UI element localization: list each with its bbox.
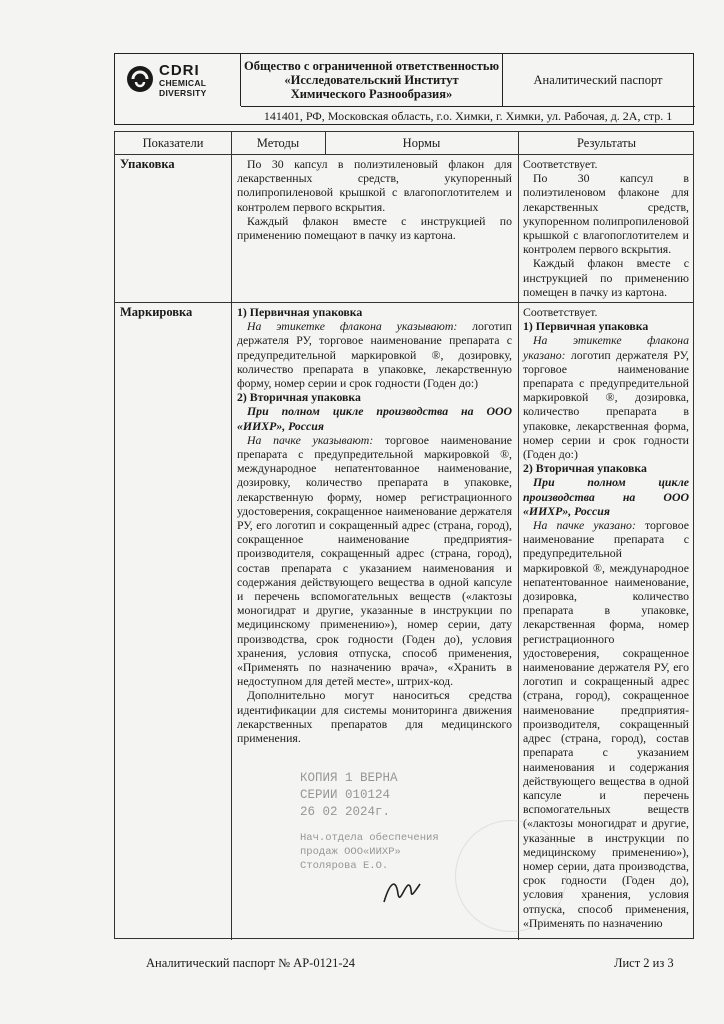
org-line3: Химического Разнообразия» — [290, 87, 453, 101]
packaging-norm — [237, 157, 512, 242]
stamp-line2: СЕРИИ 010124 — [300, 788, 391, 802]
packaging-norm-p1: По 30 капсул в полиэтиленовый флакон для лекарственных средств, укупоренный полипропиленовой крышкой с влагопоглотителем и контролем первого вскрытия. — [237, 157, 512, 214]
packaging-result-p1: По 30 капсул в полиэтиленовом флаконе для лекарственных средств, укупоренном полипропиленовой крышкой с влагопоглотителем и контролем первого вскрытия. — [523, 171, 689, 257]
marking-norm-p3: Дополнительно могут наноситься средства идентификации для системы мониторинга движения лекарственных препаратов для медицинского применения. — [237, 688, 512, 746]
marking-result-p1: логотип держателя РУ, торговое наименование препарата с предупредительной маркировкой ®, дозировка, количество препарата в упаковке, лекарственная форма, номер серии и срок годности (Годен до:) — [523, 347, 689, 462]
footer-page-number: Лист 2 из 3 — [614, 956, 674, 970]
signature-icon — [380, 872, 424, 912]
marking-norm-p2-lead: На пачке указывают: — [247, 432, 374, 447]
marking-result-h1: 1) Первичная упаковка — [523, 319, 649, 334]
stamp-line5: продаж ООО«ИИХР» — [300, 846, 401, 858]
company-address: 141401, РФ, Московская область, г.о. Химки, г. Химки, ул. Рабочая, д. 2А, стр. 1 — [241, 106, 695, 125]
seal-stamp — [455, 820, 567, 932]
logo-line3: DIVERSITY — [159, 88, 207, 98]
copy-stamp — [300, 770, 439, 873]
header-results: Результаты — [576, 136, 637, 150]
marking-norm-p1: логотип держателя РУ, торговое наименование препарата с предупредительной маркировкой ®, дозировку, количество препарата в упаковке, лекарственную форму, номер серии и срок годности (Годен до:) — [237, 319, 512, 391]
marking-norm-h2: 2) Вторичная упаковка — [237, 390, 361, 405]
organization-name — [241, 54, 503, 106]
packaging-result-p2: Каждый флакон вместе с инструкцией по применению помещен в пачку из картона. — [523, 256, 689, 299]
marking-result-p1-lead: На этикетке флакона указано: — [523, 333, 689, 362]
header-indicators: Показатели — [142, 136, 204, 150]
stamp-line4: Нач.отдела обеспечения — [300, 832, 439, 844]
marking-norm-h1: 1) Первичная упаковка — [237, 305, 363, 319]
marking-result-p2: торговое наименование препарата с предупредительной маркировкой ®, международное непатентованное наименование, дозировка, количество препарата в упаковке, лекарственная форма, номер регистрационного удостоверения, сокращенное наименование держателя РУ, его логотип и сокращенный адрес (страна, город), сокращенное наименование предприятия-производителя, сокращенный адрес (страна, город), состав препарата с указанием наименования и содержания действующего вещества в одной капсуле и перечень вспомогательных веществ («лактозы моногидрат и другие, указанные в инструкции по медицинскому применению»), номер серии, дата производства, срок годности (Годен до), условия хранения, условия отпуска, способ применения, «Применять по назначению — [523, 518, 689, 930]
stamp-line1: КОПИЯ 1 ВЕРНА — [300, 771, 398, 785]
row-label-packaging: Упаковка — [120, 157, 175, 171]
document-header — [114, 53, 694, 125]
marking-result-h2-sub: При полном цикле производства на ООО «ИИХР», Россия — [523, 475, 689, 518]
row-label-marking: Маркировка — [120, 305, 193, 319]
header-methods: Методы — [256, 136, 300, 150]
org-line1: Общество с ограниченной ответственностью — [243, 59, 500, 73]
marking-norm-h2-sub: При полном цикле производства на ООО «ИИХР», Россия — [237, 404, 512, 433]
stamp-line6: Столярова Е.О. — [300, 860, 389, 872]
marking-norm-p1-lead: На этикетке флакона указывают: — [247, 319, 458, 334]
header-norms: Нормы — [402, 136, 441, 150]
logo-swirl-icon — [125, 64, 155, 94]
packaging-norm-p2: Каждый флакон вместе с инструкцией по применению помещают в пачку из картона. — [237, 213, 512, 243]
document-type: Аналитический паспорт — [533, 73, 663, 87]
org-line2: «Исследовательский Институт — [284, 73, 459, 87]
company-logo — [115, 54, 241, 106]
packaging-result — [523, 157, 689, 299]
logo-line2: CHEMICAL — [159, 78, 207, 88]
packaging-result-status: Соответствует. — [523, 157, 598, 171]
marking-norm — [237, 305, 512, 745]
stamp-line3: 26 02 2024г. — [300, 805, 391, 819]
marking-result-status: Соответствует. — [523, 305, 598, 319]
marking-norm-p2: торговое наименование препарата с предупредительной маркировкой ®, международное непатентованное наименование, дозировку, количество препарата в упаковке, лекарственную форму, номер регистрационного удостоверения, сокращенное наименование держателя РУ, его логотип и сокращенный адрес (страна, город), сокращенное наименование предприятия-производителя, сокращенный адрес (страна, город), состав препарата с указанием наименования и содержания действующего вещества в одной капсуле и перечень вспомогательных веществ («лактозы моногидрат и другие, указанные в инструкции по медицинскому применению»), номер серии, дату производства, срок годности (Годен до), условия хранения, условия отпуска, способ применения, «Применять по назначению врача», «Хранить в недоступном для детей месте», штрих-код. — [237, 432, 512, 689]
marking-result-p2-lead: На пачке указано: — [533, 518, 636, 533]
logo-line1: CDRI — [159, 62, 200, 79]
marking-result-h2: 2) Вторичная упаковка — [523, 461, 647, 476]
footer-document-number: Аналитический паспорт № АР-0121-24 — [146, 956, 355, 970]
